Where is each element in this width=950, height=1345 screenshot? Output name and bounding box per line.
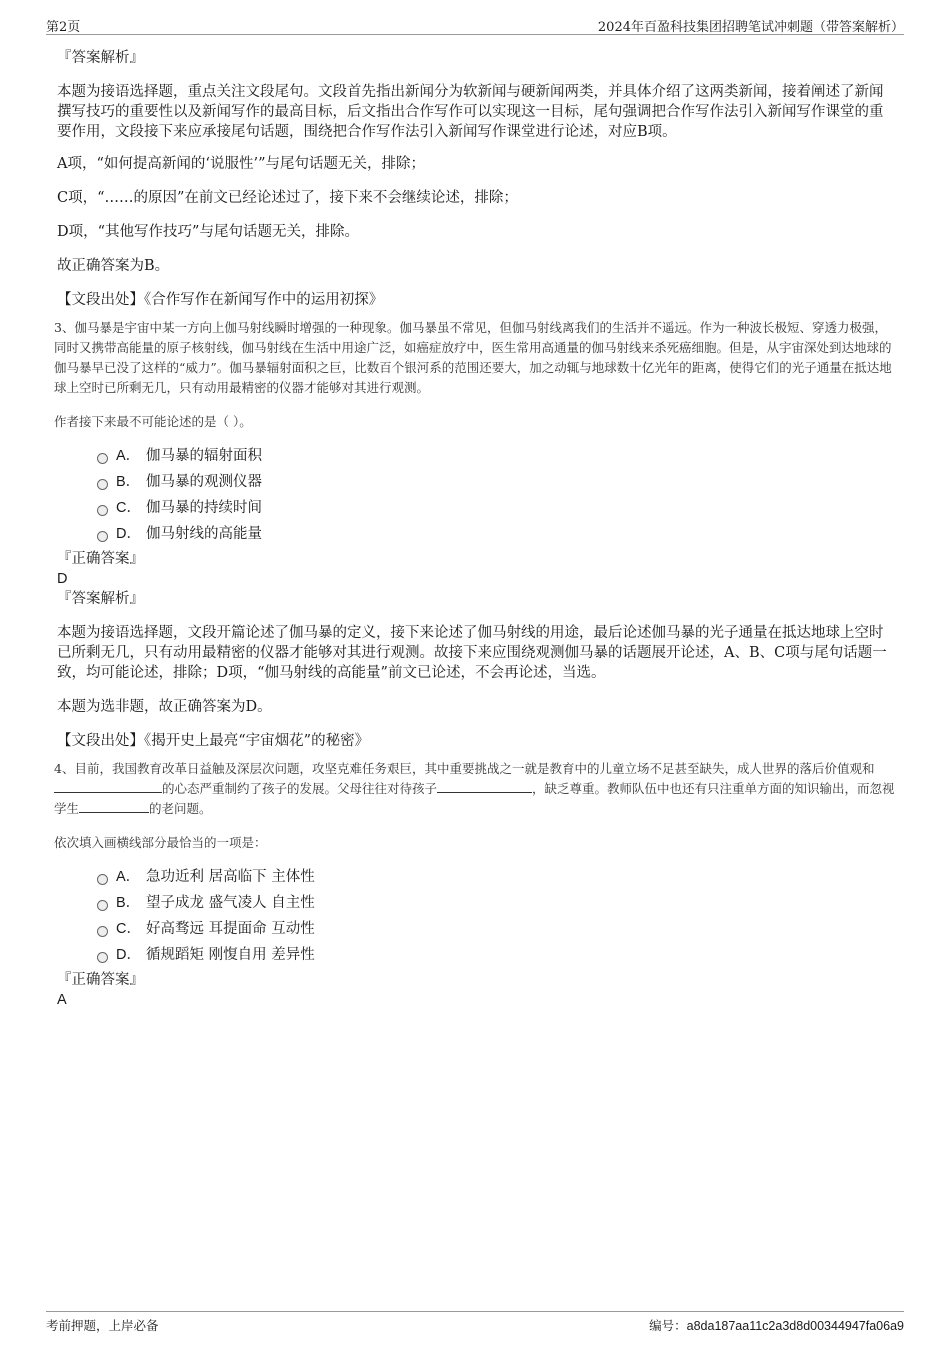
q3-answer-label: 『正确答案』 [57, 551, 144, 567]
page-header [46, 14, 904, 35]
q3-option-d[interactable]: D． 伽马射线的高能量 [97, 521, 897, 547]
q3-analysis-label: 『答案解析』 [57, 591, 144, 607]
q3-option-b[interactable]: B． 伽马暴的观测仪器 [97, 469, 897, 495]
q3-conclusion: 本题为选非题，故正确答案为D。 [57, 699, 272, 715]
q3-options [57, 443, 897, 547]
radio-icon[interactable] [97, 505, 108, 516]
q4-options [57, 864, 897, 968]
q3-option-c[interactable]: C． 伽马暴的持续时间 [97, 495, 897, 521]
blank-2 [437, 779, 532, 793]
q3-analysis-text: 本题为接语选择题，文段开篇论述了伽马暴的定义，接下来论述了伽马射线的用途，最后论述伽马暴的光子通量在抵达地球上空时已所剩无几，只有动用最精密的仪器才能够对其进行观测。故接下来应围绕观测伽马暴的话题展开论述，A、B、C项与尾句话题一致，均可能论述，排除；D项，“伽马射线的高能量”前文已论述，不会再论述，当选。 [57, 625, 887, 681]
q3-option-a[interactable]: A． 伽马暴的辐射面积 [97, 443, 897, 469]
q4-option-c[interactable]: C． 好高骛远 耳提面命 互动性 [97, 916, 897, 942]
q4-answer-label: 『正确答案』 [57, 972, 144, 988]
q2-explain-d: D项，“其他写作技巧”与尾句话题无关，排除。 [57, 224, 359, 240]
q2-explain-c: C项，“……的原因”在前文已经论述过了，接下来不会继续论述，排除； [57, 190, 518, 206]
footer-serial: 编号：a8da187aa11c2a3d8d00344947fa06a9 [649, 1319, 904, 1333]
q3-answer: D [57, 571, 68, 587]
document-body [54, 47, 897, 1010]
page-footer [46, 1311, 904, 1336]
radio-icon[interactable] [97, 453, 108, 464]
q2-analysis-text: 本题为接语选择题，重点关注文段尾句。文段首先指出新闻分为软新闻与硬新闻两类，并具体介绍了这两类新闻，接着阐述了新闻撰写技巧的重要性以及新闻写作的最高目标，后文指出合作写作可以实现这一目标，尾句强调把合作写作法引入新闻写作课堂的重要作用，文段接下来应承接尾句话题，围绕把合作写作法引入新闻写作课堂进行论述，对应B项。 [57, 84, 884, 140]
q4-question: 依次填入画横线部分最恰当的一项是： [54, 835, 267, 850]
blank-1 [54, 779, 162, 793]
radio-icon[interactable] [97, 479, 108, 490]
radio-icon[interactable] [97, 952, 108, 963]
q4-stem: 4、目前，我国教育改革日益触及深层次问题，攻坚克难任务艰巨，其中重要挑战之一就是教育中的儿童立场不足甚至缺失，成人世界的落后价值观和的心态严重制约了孩子的发展。父母往往对待孩子 ，缺乏尊重。教师队伍中也还有只注重单方面的知识输出，而忽视学生 的老问题。 [54, 761, 895, 816]
radio-icon[interactable] [97, 531, 108, 542]
q2-source: 【文段出处】《合作写作在新闻写作中的运用初探》 [57, 292, 384, 308]
document-title: 2024年百盈科技集团招聘笔试冲刺题（带答案解析） [597, 20, 904, 35]
q4-option-d[interactable]: D． 循规蹈矩 刚愎自用 差异性 [97, 942, 897, 968]
radio-icon[interactable] [97, 874, 108, 885]
q4-option-a[interactable]: A． 急功近利 居高临下 主体性 [97, 864, 897, 890]
blank-3 [79, 799, 149, 813]
radio-icon[interactable] [97, 926, 108, 937]
q3-question: 作者接下来最不可能论述的是（ ）。 [54, 414, 252, 429]
page-number: 第2页 [46, 20, 81, 35]
q2-conclusion: 故正确答案为B。 [57, 258, 170, 274]
q4-option-b[interactable]: B． 望子成龙 盛气凌人 自主性 [97, 890, 897, 916]
q2-explain-a: A项，“如何提高新闻的‘说服性’”与尾句话题无关，排除； [57, 156, 426, 172]
q4-answer: A [57, 992, 67, 1008]
q3-source: 【文段出处】《揭开史上最亮“宇宙烟花”的秘密》 [57, 733, 370, 749]
q3-stem: 3、伽马暴是宇宙中某一方向上伽马射线瞬时增强的一种现象。伽马暴虽不常见，但伽马射线离我们的生活并不遥远。作为一种波长极短、穿透力极强，同时又携带高能量的原子核射线，伽马射线在生活中用途广泛，如癌症放疗中，医生常用高通量的伽马射线来杀死癌细胞。但是，从宇宙深处到达地球的伽马暴早已没了这样的“威力”。伽马暴辐射面积之巨，比数百个银河系的范围还要大，加之动辄与地球数十亿光年的距离，使得它们的光子通量在抵达地球上空时已所剩无几，只有动用最精密的仪器才能够对其进行观测。 [54, 320, 892, 395]
q2-analysis-label: 『答案解析』 [57, 50, 144, 66]
radio-icon[interactable] [97, 900, 108, 911]
footer-slogan: 考前押题，上岸必备 [46, 1318, 159, 1333]
